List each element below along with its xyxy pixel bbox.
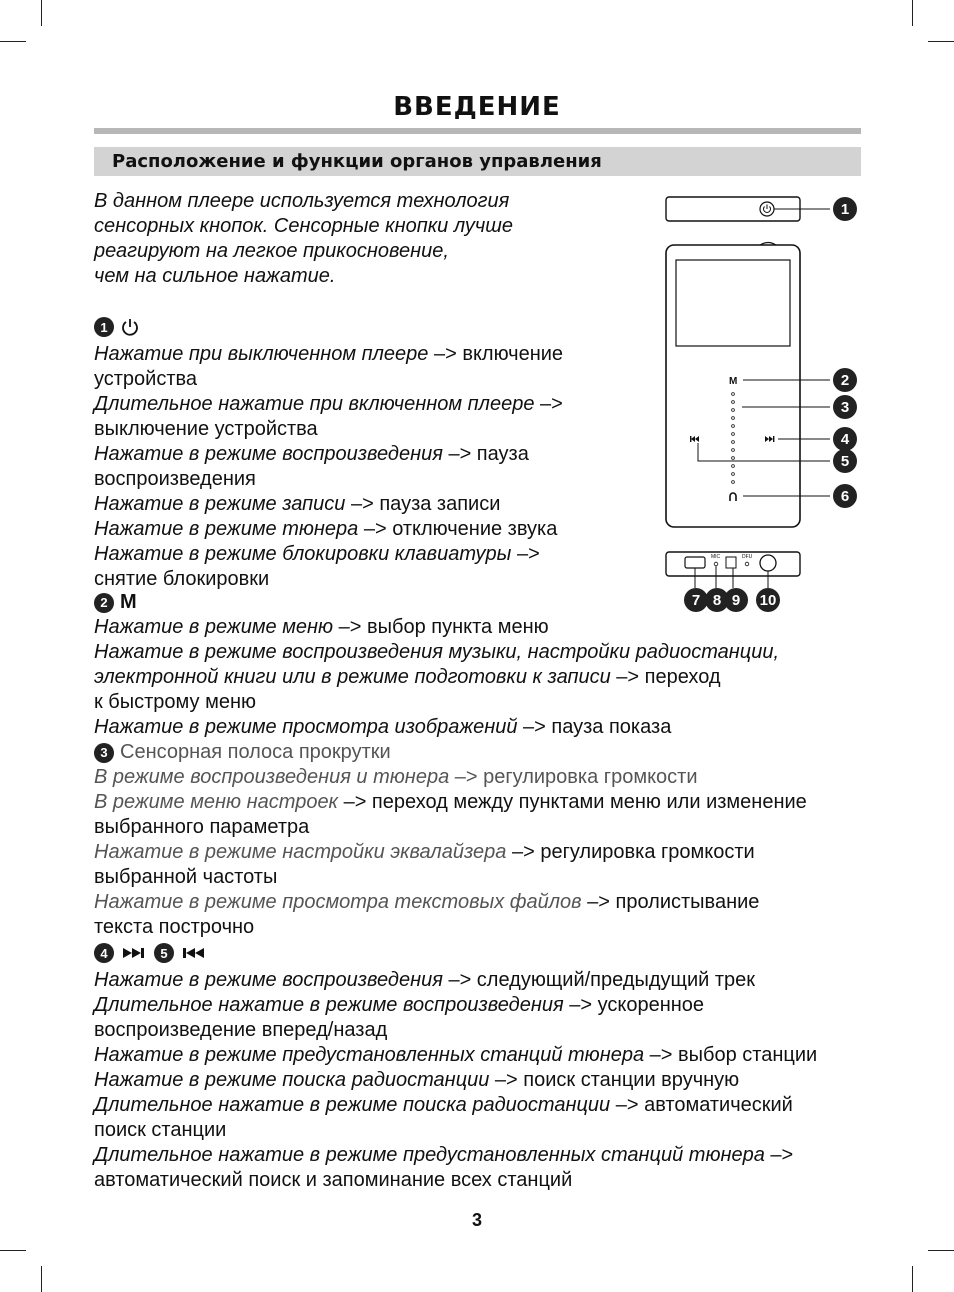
mic-label: MIC bbox=[711, 554, 721, 560]
action-text: Длительное нажатие при включенном плеере bbox=[94, 393, 535, 415]
result-text: –> пауза записи bbox=[345, 493, 501, 515]
instruction-line bbox=[94, 865, 277, 890]
dfu-hole bbox=[745, 562, 749, 566]
marker-5: 5 bbox=[154, 943, 174, 963]
device-screen bbox=[676, 260, 790, 346]
instruction-line bbox=[94, 765, 698, 790]
result-text: текста построчно bbox=[94, 916, 255, 938]
result-text: –> bbox=[534, 393, 563, 415]
reset-slot bbox=[726, 557, 736, 568]
page-title: ВВЕДЕНИЕ bbox=[393, 92, 561, 122]
instruction-line bbox=[94, 417, 318, 442]
action-text: Нажатие при выключенном плеере bbox=[94, 343, 429, 365]
marker-3: 3 bbox=[94, 743, 114, 763]
instruction-line bbox=[94, 968, 755, 993]
action-text: Нажатие в режиме воспроизведения bbox=[94, 443, 443, 465]
device-m-key: M bbox=[729, 376, 738, 387]
callout-9: 9 bbox=[724, 588, 748, 612]
result-text: –> поиск станции вручную bbox=[489, 1069, 740, 1091]
callout-5: 5 bbox=[833, 449, 857, 473]
crop-mark bbox=[0, 1250, 26, 1251]
instruction-line bbox=[94, 492, 500, 517]
action-text: Нажатие в режиме меню bbox=[94, 616, 334, 638]
result-text: –> отключение звука bbox=[358, 518, 558, 540]
block2-header bbox=[94, 590, 137, 615]
instruction-line bbox=[94, 467, 256, 492]
result-text: снятие блокировки bbox=[94, 568, 270, 590]
action-text: Нажатие в режиме поиска радиостанции bbox=[94, 1069, 490, 1091]
scroll-strip-label: Сенсорная полоса прокрутки bbox=[120, 741, 391, 763]
instruction-line bbox=[94, 890, 759, 915]
result-text: –> регулировка громкости bbox=[506, 841, 755, 863]
instruction-line bbox=[94, 1143, 793, 1168]
block3-header bbox=[94, 740, 391, 765]
instruction-line bbox=[94, 567, 269, 592]
instruction-line bbox=[94, 815, 309, 840]
instruction-line bbox=[94, 993, 704, 1018]
result-text: к быстрому меню bbox=[94, 691, 256, 713]
mic-hole bbox=[714, 562, 718, 566]
block1-header bbox=[94, 317, 140, 337]
instruction-line bbox=[94, 665, 721, 690]
instruction-line bbox=[94, 1118, 226, 1143]
callout-4: 4 bbox=[833, 427, 857, 451]
action-text: В режиме воспроизведения и тюнера bbox=[94, 766, 450, 788]
result-text: воспроизведения bbox=[94, 468, 256, 490]
crop-mark bbox=[912, 1266, 913, 1292]
marker-2: 2 bbox=[94, 593, 114, 613]
instruction-line bbox=[94, 615, 549, 640]
result-text: –> переход между пунктами меню или изменение bbox=[338, 791, 807, 813]
prev-track-icon bbox=[180, 945, 208, 961]
dfu-label: DFU bbox=[742, 554, 753, 560]
intro-line: В данном плеере используется технология bbox=[94, 190, 510, 212]
result-text: –> пролистывание bbox=[581, 891, 760, 913]
section-title: Расположение и функции органов управления bbox=[112, 151, 602, 172]
instruction-line bbox=[94, 1068, 739, 1093]
instruction-line bbox=[94, 1043, 817, 1068]
action-text: Нажатие в режиме блокировки клавиатуры bbox=[94, 543, 512, 565]
result-text: выбранного параметра bbox=[94, 816, 310, 838]
result-text: –> пауза показа bbox=[517, 716, 672, 738]
crop-mark bbox=[912, 0, 913, 26]
power-icon bbox=[120, 317, 140, 337]
page-number: 3 bbox=[471, 1210, 482, 1230]
instruction-line bbox=[94, 442, 529, 467]
result-text: –> включение bbox=[428, 343, 564, 365]
result-text: –> автоматический bbox=[610, 1094, 793, 1116]
instruction-line bbox=[94, 1168, 572, 1193]
result-text: автоматический поиск и запоминание всех станций bbox=[94, 1169, 573, 1191]
action-text: Длительное нажатие в режиме предустановленных станций тюнера bbox=[94, 1144, 765, 1166]
action-text: Нажатие в режиме записи bbox=[94, 493, 346, 515]
callout-10: 10 bbox=[756, 588, 780, 612]
result-text: выбранной частоты bbox=[94, 866, 278, 888]
title-divider bbox=[94, 128, 861, 134]
result-text: выключение устройства bbox=[94, 418, 318, 440]
action-text: Нажатие в режиме настройки эквалайзера bbox=[94, 841, 507, 863]
crop-mark bbox=[41, 0, 42, 26]
action-text: Нажатие в режиме просмотра текстовых файлов bbox=[94, 891, 582, 913]
instruction-line bbox=[94, 1093, 793, 1118]
action-text: Нажатие в режиме просмотра изображений bbox=[94, 716, 518, 738]
result-text: –> bbox=[764, 1144, 794, 1166]
instruction-line bbox=[94, 1018, 387, 1043]
action-text: Нажатие в режиме воспроизведения музыки, настройки радиостанции, bbox=[94, 641, 780, 663]
marker-4: 4 bbox=[94, 943, 114, 963]
crop-mark bbox=[41, 1266, 42, 1292]
action-text: Нажатие в режиме воспроизведения bbox=[94, 969, 443, 991]
intro-line: чем на сильное нажатие. bbox=[94, 265, 336, 287]
action-text: Длительное нажатие в режиме воспроизведения bbox=[94, 994, 564, 1016]
action-text: Длительное нажатие в режиме поиска радиостанции bbox=[94, 1094, 611, 1116]
result-text: –> bbox=[511, 543, 540, 565]
instruction-line bbox=[94, 392, 563, 417]
result-text: –> регулировка громкости bbox=[449, 766, 698, 788]
headphone-jack bbox=[760, 555, 776, 571]
callout-2: 2 bbox=[833, 368, 857, 392]
crop-mark bbox=[928, 41, 954, 42]
usb-port bbox=[685, 557, 705, 568]
callout-8: 8 bbox=[705, 588, 729, 612]
action-text: Нажатие в режиме тюнера bbox=[94, 518, 359, 540]
crop-mark bbox=[928, 1250, 954, 1251]
marker-1: 1 bbox=[94, 317, 114, 337]
instruction-line bbox=[94, 840, 755, 865]
instruction-line bbox=[94, 367, 197, 392]
result-text: –> следующий/предыдущий трек bbox=[442, 969, 756, 991]
action-text: Нажатие в режиме предустановленных станций тюнера bbox=[94, 1044, 645, 1066]
result-text: устройства bbox=[94, 368, 198, 390]
callout-1: 1 bbox=[833, 197, 857, 221]
action-text: В режиме меню настроек bbox=[94, 791, 339, 813]
next-track-icon bbox=[120, 945, 148, 961]
result-text: поиск станции bbox=[94, 1119, 227, 1141]
callout-3: 3 bbox=[833, 395, 857, 419]
intro-line: сенсорных кнопок. Сенсорные кнопки лучше bbox=[94, 215, 513, 237]
instruction-line bbox=[94, 790, 807, 815]
block4-header bbox=[94, 943, 208, 963]
result-text: –> пауза bbox=[442, 443, 529, 465]
intro-line: реагируют на легкое прикосновение, bbox=[94, 240, 449, 262]
result-text: –> переход bbox=[610, 666, 721, 688]
result-text: воспроизведение вперед/назад bbox=[94, 1019, 388, 1041]
instruction-line bbox=[94, 715, 671, 740]
action-text: электронной книги или в режиме подготовки к записи bbox=[94, 666, 611, 688]
menu-key-label: M bbox=[120, 591, 137, 613]
crop-mark bbox=[0, 41, 26, 42]
callout-7: 7 bbox=[684, 588, 708, 612]
instruction-line bbox=[94, 640, 779, 665]
instruction-line bbox=[94, 915, 254, 940]
instruction-line bbox=[94, 690, 256, 715]
instruction-line bbox=[94, 342, 563, 367]
result-text: –> выбор пункта меню bbox=[333, 616, 549, 638]
instruction-line bbox=[94, 542, 540, 567]
instruction-line bbox=[94, 517, 557, 542]
result-text: –> выбор станции bbox=[644, 1044, 818, 1066]
callout-6: 6 bbox=[833, 484, 857, 508]
result-text: –> ускоренное bbox=[563, 994, 705, 1016]
